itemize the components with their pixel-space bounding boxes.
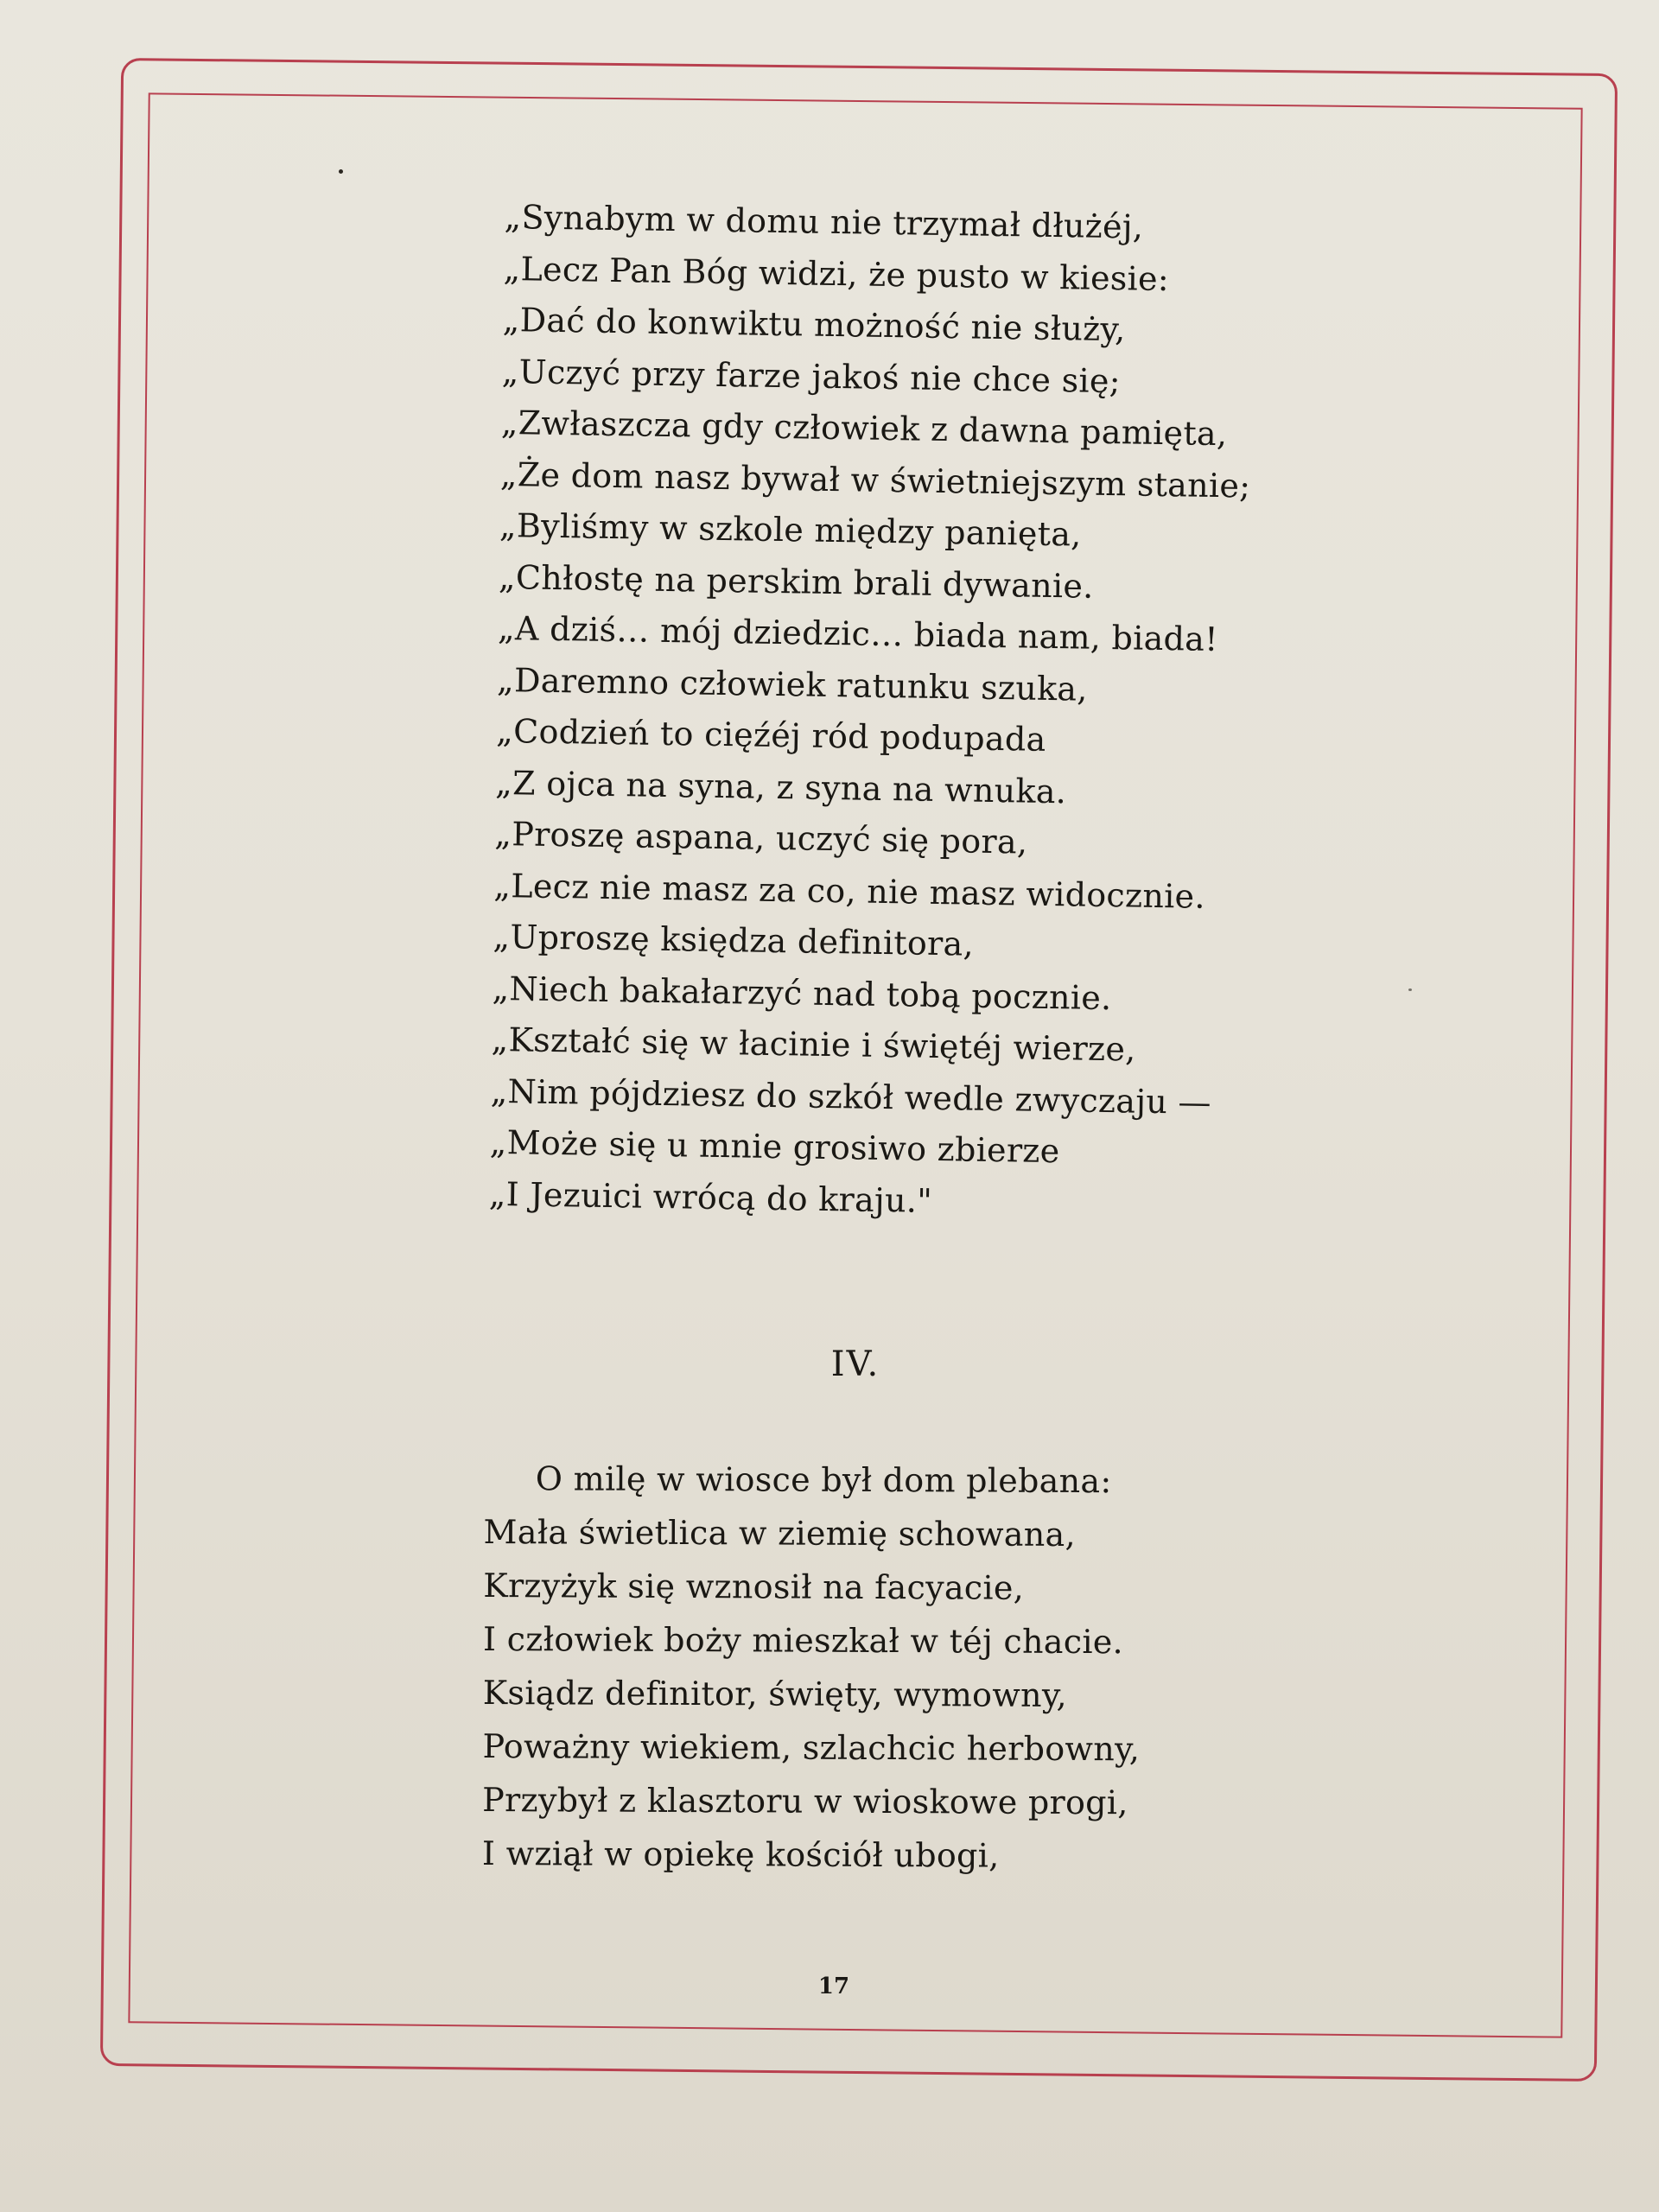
verse-line: „Uczyć przy farze jakoś nie chce się;	[501, 352, 1122, 400]
verse-line: „Że dom nasz bywał w świetniejszym stanie;	[499, 454, 1251, 505]
verse-line: „Lecz nie masz za co, nie masz widocznie.	[493, 866, 1206, 916]
verse-line: „Codzień to cięźéj ród podupada	[495, 711, 1046, 759]
verse-line: O milę w wiosce był dom plebana:	[535, 1459, 1112, 1501]
poem-stanza-quoted-speech	[488, 192, 1369, 1234]
verse-line: „Z ojca na syna, z syna na wnuka.	[494, 763, 1067, 810]
verse-line: „Dać do konwiktu możność nie służy,	[502, 300, 1126, 349]
verse-line: „Nim pójdziesz do szkół wedle zwyczaju —	[490, 1071, 1212, 1122]
verse-line: „Zwłaszcza gdy człowiek z dawna pamięta,	[500, 403, 1228, 454]
verse-line: „Synabym w domu nie trzymał dłużéj,	[504, 197, 1144, 246]
verse-line: „Chłostę na perskim brali dywanie.	[498, 557, 1094, 606]
verse-line: Krzyżyk się wznosił na facyacie,	[483, 1566, 1025, 1607]
verse-line: „Niech bakałarzyć nad tobą pocznie.	[492, 969, 1112, 1017]
verse-line: Mała świetlica w ziemię schowana,	[483, 1512, 1077, 1554]
verse-line: „Uproszę księdza definitora,	[493, 917, 975, 963]
verse-line: „Byliśmy w szkole między panięta,	[499, 505, 1082, 554]
verse-line: „Może się u mnie grosiwo zbierze	[489, 1122, 1060, 1171]
page-number: 17	[817, 1974, 850, 1999]
verse-line: „Lecz Pan Bóg widzi, że pusto w kiesie:	[503, 249, 1170, 298]
verse-line: Przybył z klasztoru w wioskowe progi,	[482, 1780, 1128, 1822]
verse-line: „I Jezuici wrócą do kraju."	[488, 1174, 933, 1220]
section-heading: IV.	[830, 1344, 880, 1384]
verse-line: „Daremno człowiek ratunku szuka,	[496, 660, 1089, 709]
verse-line: „Proszę aspana, uczyć się pora,	[493, 814, 1028, 861]
poem-stanza-section-iv	[482, 1452, 1348, 1884]
ink-speck	[339, 169, 343, 174]
verse-line: Ksiądz definitor, święty, wymowny,	[482, 1673, 1068, 1714]
ink-speck	[1408, 988, 1412, 991]
verse-line: „A dziś… mój dziedzic… biada nam, biada!	[497, 608, 1219, 659]
verse-line: Poważny wiekiem, szlachcic herbowny,	[482, 1726, 1141, 1769]
verse-line: „Kształć się w łacinie i świętéj wierze,	[491, 1020, 1136, 1069]
verse-line: I wziął w opiekę kościół ubogi,	[481, 1834, 1000, 1875]
verse-line: I człowiek boży mieszkał w téj chacie.	[482, 1619, 1124, 1662]
